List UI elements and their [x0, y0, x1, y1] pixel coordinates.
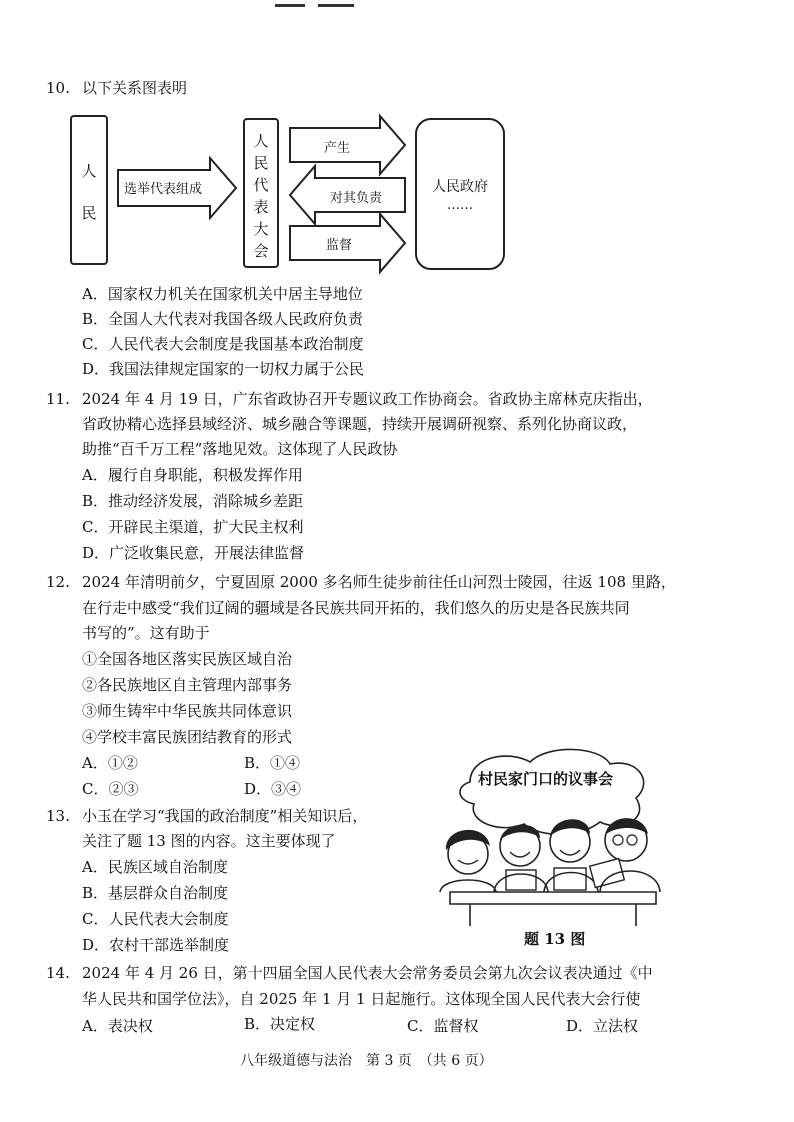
gov-label: 人民政府	[432, 179, 488, 195]
q11-stem-line: 2024 年 4 月 19 日，广东省政协召开专题议政工作协商会。省政协主席林克庆指出，	[82, 390, 653, 408]
q12-number: 12.	[46, 573, 70, 591]
q11-option-d: D．广泛收集民意，开展法律监督	[82, 544, 305, 562]
arrow-produce-label: 产生	[324, 141, 351, 156]
q14-option-c: C．监督权	[407, 1017, 479, 1035]
gov-box	[415, 118, 505, 270]
q11-option-c: C．开辟民主渠道，扩大民主权利	[82, 518, 304, 536]
cartoon-illustration	[430, 742, 666, 926]
q14-number: 14.	[46, 964, 70, 982]
q13-stem-line: 小玉在学习“我国的政治制度”相关知识后，	[82, 807, 368, 825]
q12-option-d: D．③④	[244, 780, 302, 798]
npc-char: 代	[253, 176, 269, 194]
npc-char: 表	[253, 198, 269, 216]
q10-option-d: D．我国法律规定国家的一切权力属于公民	[82, 360, 365, 378]
q13-number: 13.	[46, 807, 70, 825]
q12-stem-line: 2024 年清明前夕，宁夏固原 2000 多名师生徒步前往任山河烈士陵园，往返 108 里路，	[82, 573, 676, 591]
q11-number: 11.	[46, 390, 70, 408]
q12-option-c: C．②③	[82, 780, 139, 798]
q10-option-a: A．国家权力机关在国家机关中居主导地位	[82, 285, 363, 303]
q12-stem-line: 书写的”。这有助于	[82, 624, 210, 642]
npc-char: 会	[253, 242, 269, 260]
q12-option-a: A．①②	[82, 754, 138, 772]
q11-stem-line: 省政协精心选择县域经济、城乡融合等课题，持续开展调研视察、系列化协商议政，	[82, 415, 638, 433]
q13-option-c: C．人民代表大会制度	[82, 910, 229, 928]
q13-stem-line: 关注了题 13 图的内容。这主要体现了	[82, 832, 336, 850]
q10-option-c: C．人民代表大会制度是我国基本政治制度	[82, 335, 364, 353]
q12-option-b: B．①④	[244, 754, 301, 772]
q13-option-d: D．农村干部选举制度	[82, 936, 230, 954]
q12-statement: ③师生铸牢中华民族共同体意识	[82, 702, 293, 720]
cartoon-title: 村民家门口的议事会	[478, 770, 614, 788]
q10-option-b: B．全国人大代表对我国各级人民政府负责	[82, 310, 364, 328]
q14-stem-line: 2024 年 4 月 26 日，第十四届全国人民代表大会常务委员会第九次会议表决通过《中	[82, 964, 653, 982]
page-footer: 八年级道德与法治 第 3 页 （共 6 页）	[240, 1053, 493, 1069]
q12-stem-line: 在行走中感受“我们辽阔的疆域是各民族共同开拓的，我们悠久的历史是各民族共同	[82, 599, 630, 617]
npc-char: 民	[253, 154, 269, 172]
q10-number: 10.	[46, 79, 70, 97]
q11-stem-line: 助推“百千万工程”落地见效。这体现了人民政协	[82, 440, 398, 458]
diagram-arrows	[0, 0, 794, 300]
arrow-elect-label: 选举代表组成	[124, 182, 203, 197]
people-char: 民	[81, 204, 97, 222]
q14-option-b: B．决定权	[244, 1015, 316, 1033]
npc-char: 大	[253, 220, 269, 238]
npc-char: 人	[253, 132, 269, 150]
q14-option-a: A．表决权	[82, 1017, 153, 1035]
q12-statement: ②各民族地区自主管理内部事务	[82, 676, 293, 694]
q13-option-a: A．民族区域自治制度	[82, 858, 228, 876]
npc-box	[243, 118, 279, 268]
q14-stem-line: 华人民共和国学位法》，自 2025 年 1 月 1 日起施行。这体现全国人民代表大会行使	[82, 990, 641, 1008]
gov-ellipsis: ……	[447, 198, 473, 213]
arrow-responsible-label: 对其负责	[330, 191, 383, 206]
cartoon-caption: 题 13 图	[524, 930, 586, 948]
q11-option-a: A．履行自身职能，积极发挥作用	[82, 466, 303, 484]
q11-option-b: B．推动经济发展，消除城乡差距	[82, 492, 304, 510]
q12-statement: ④学校丰富民族团结教育的形式	[82, 728, 293, 746]
q12-statement: ①全国各地区落实民族区域自治	[82, 650, 293, 668]
people-char: 人	[81, 162, 97, 180]
q13-option-b: B．基层群众自治制度	[82, 884, 229, 902]
q14-option-d: D．立法权	[566, 1017, 639, 1035]
arrow-supervise-label: 监督	[326, 238, 353, 253]
q10-stem: 以下关系图表明	[82, 79, 188, 97]
